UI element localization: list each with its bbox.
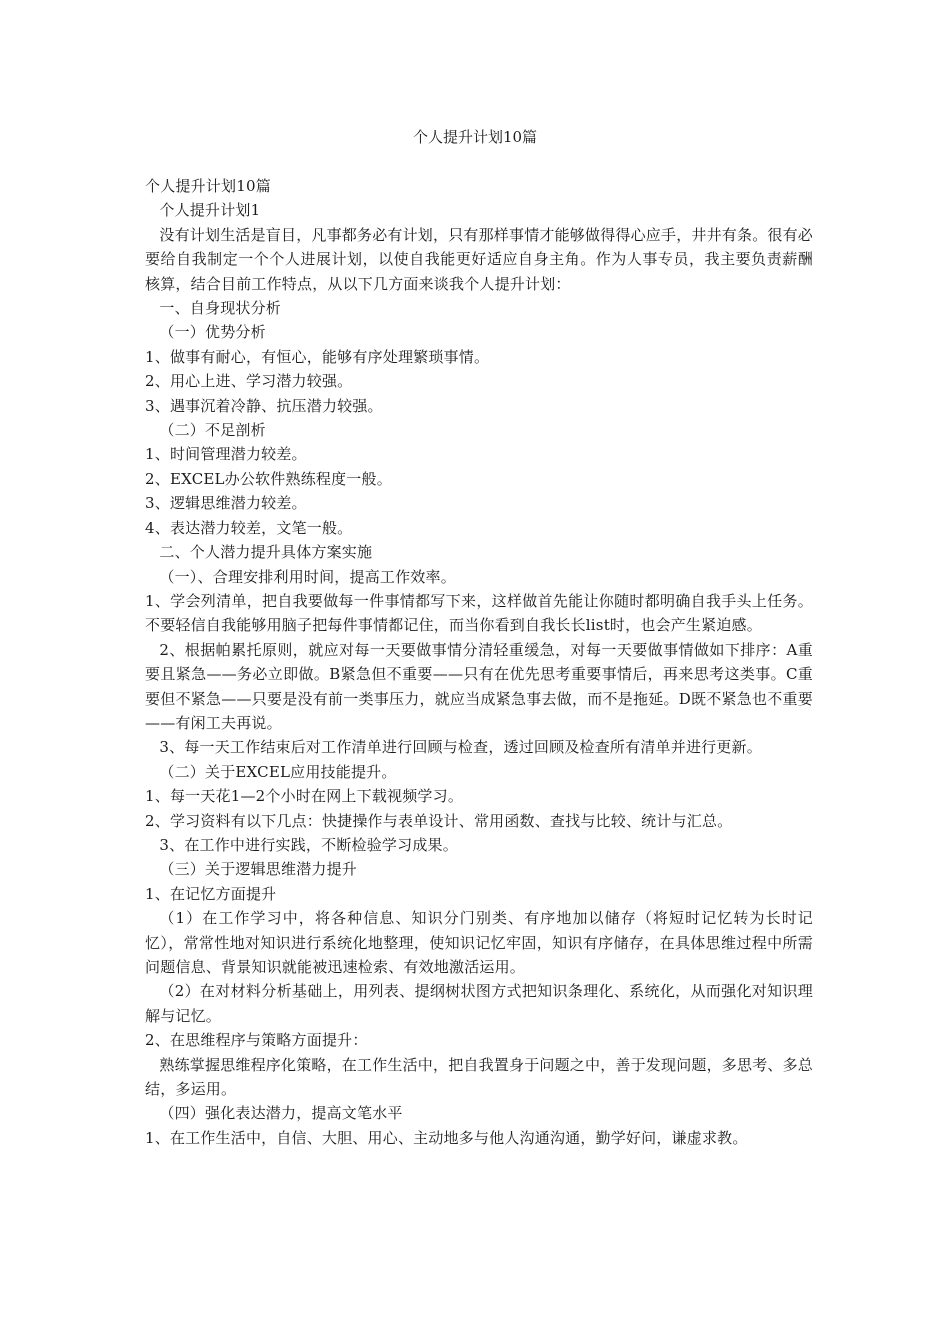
paragraph: （二）不足剖析 bbox=[159, 421, 266, 440]
paragraph: （1）在工作学习中，将各种信息、知识分门别类、有序地加以储存（将短时记忆转为长时记忆），常常性地对知识进行系统化地整理，使知识记忆牢固，知识有序储存，在具体思维过程中所需问题信息、背景知识就能被迅速检索、有效地激活运用。 bbox=[145, 909, 813, 976]
paragraph: 熟练掌握思维程序化策略，在工作生活中，把自我置身于问题之中，善于发现问题，多思考、多总结，多运用。 bbox=[145, 1055, 813, 1099]
paragraph: 2、在思维程序与策略方面提升： bbox=[145, 1031, 368, 1050]
document-title: 个人提升计划10篇 bbox=[412, 128, 538, 146]
paragraph: 1、时间管理潜力较差。 bbox=[145, 445, 307, 464]
paragraph: 2、用心上进、学习潜力较强。 bbox=[145, 372, 353, 391]
paragraph: （二）关于EXCEL应用技能提升。 bbox=[159, 762, 397, 781]
paragraph: 1、学会列清单，把自我要做每一件事情都写下来，这样做首先能让你随时都明确自我手头上任务。不要轻信自我能够用脑子把每件事情都记住，而当你看到自我长长list时，也会产生紧迫感。 bbox=[145, 591, 813, 635]
paragraph: 3、逻辑思维潜力较差。 bbox=[145, 494, 307, 513]
paragraph: 2、EXCEL办公软件熟练程度一般。 bbox=[145, 469, 392, 488]
paragraph: 4、表达潜力较差，文笔一般。 bbox=[145, 518, 353, 537]
paragraph: 3、遇事沉着冷静、抗压潜力较强。 bbox=[145, 396, 383, 415]
paragraph: （一）优势分析 bbox=[159, 323, 266, 342]
paragraph: 没有计划生活是盲目，凡事都务必有计划，只有那样事情才能够做得得心应手，井井有条。很有必要给自我制定一个个人进展计划，以使自我能更好适应自身主角。作为人事专员，我主要负责薪酬核算，结合目前工作特点，从以下几方面来谈我个人提升计划： bbox=[145, 225, 813, 293]
paragraph: （2）在对材料分析基础上，用列表、提纲树状图方式把知识条理化、系统化，从而强化对知识理解与记忆。 bbox=[145, 982, 813, 1025]
paragraph: 2、根据帕累托原则，就应对每一天要做事情分清轻重缓急，对每一天要做事情做如下排序：A重要且紧急——务必立即做。B紧急但不重要——只有在优先思考重要事情后，再来思考这类事。C重要但不紧急——只要是没有前一类事压力，就应当成紧急事去做，而不是拖延。D既不紧急也不重要——有闲工夫再说。 bbox=[145, 640, 813, 732]
paragraph: 一、自身现状分析 bbox=[159, 299, 281, 318]
paragraph: 1、做事有耐心，有恒心，能够有序处理繁琐事情。 bbox=[145, 347, 490, 366]
paragraph: 2、学习资料有以下几点：快捷操作与表单设计、常用函数、查找与比较、统计与汇总。 bbox=[145, 811, 733, 830]
paragraph: 二、个人潜力提升具体方案实施 bbox=[159, 543, 373, 562]
paragraph: （三）关于逻辑思维潜力提升 bbox=[159, 860, 357, 879]
paragraph: 3、在工作中进行实践，不断检验学习成果。 bbox=[159, 835, 458, 854]
paragraph: 3、每一天工作结束后对工作清单进行回顾与检查，透过回顾及检查所有清单并进行更新。 bbox=[159, 738, 762, 757]
paragraph: 1、每一天花1—2个小时在网上下载视频学习。 bbox=[145, 787, 464, 806]
paragraph: （一）、合理安排利用时间，提高工作效率。 bbox=[159, 567, 456, 586]
paragraph: 个人提升计划10篇 bbox=[145, 177, 271, 195]
document-body bbox=[145, 174, 813, 1150]
paragraph: 个人提升计划1 bbox=[159, 201, 261, 220]
paragraph: （四）强化表达潜力，提高文笔水平 bbox=[159, 1104, 403, 1123]
paragraph: 1、在工作生活中，自信、大胆、用心、主动地多与他人沟通沟通，勤学好问，谦虚求教。 bbox=[145, 1128, 748, 1147]
paragraph: 1、在记忆方面提升 bbox=[145, 884, 277, 903]
